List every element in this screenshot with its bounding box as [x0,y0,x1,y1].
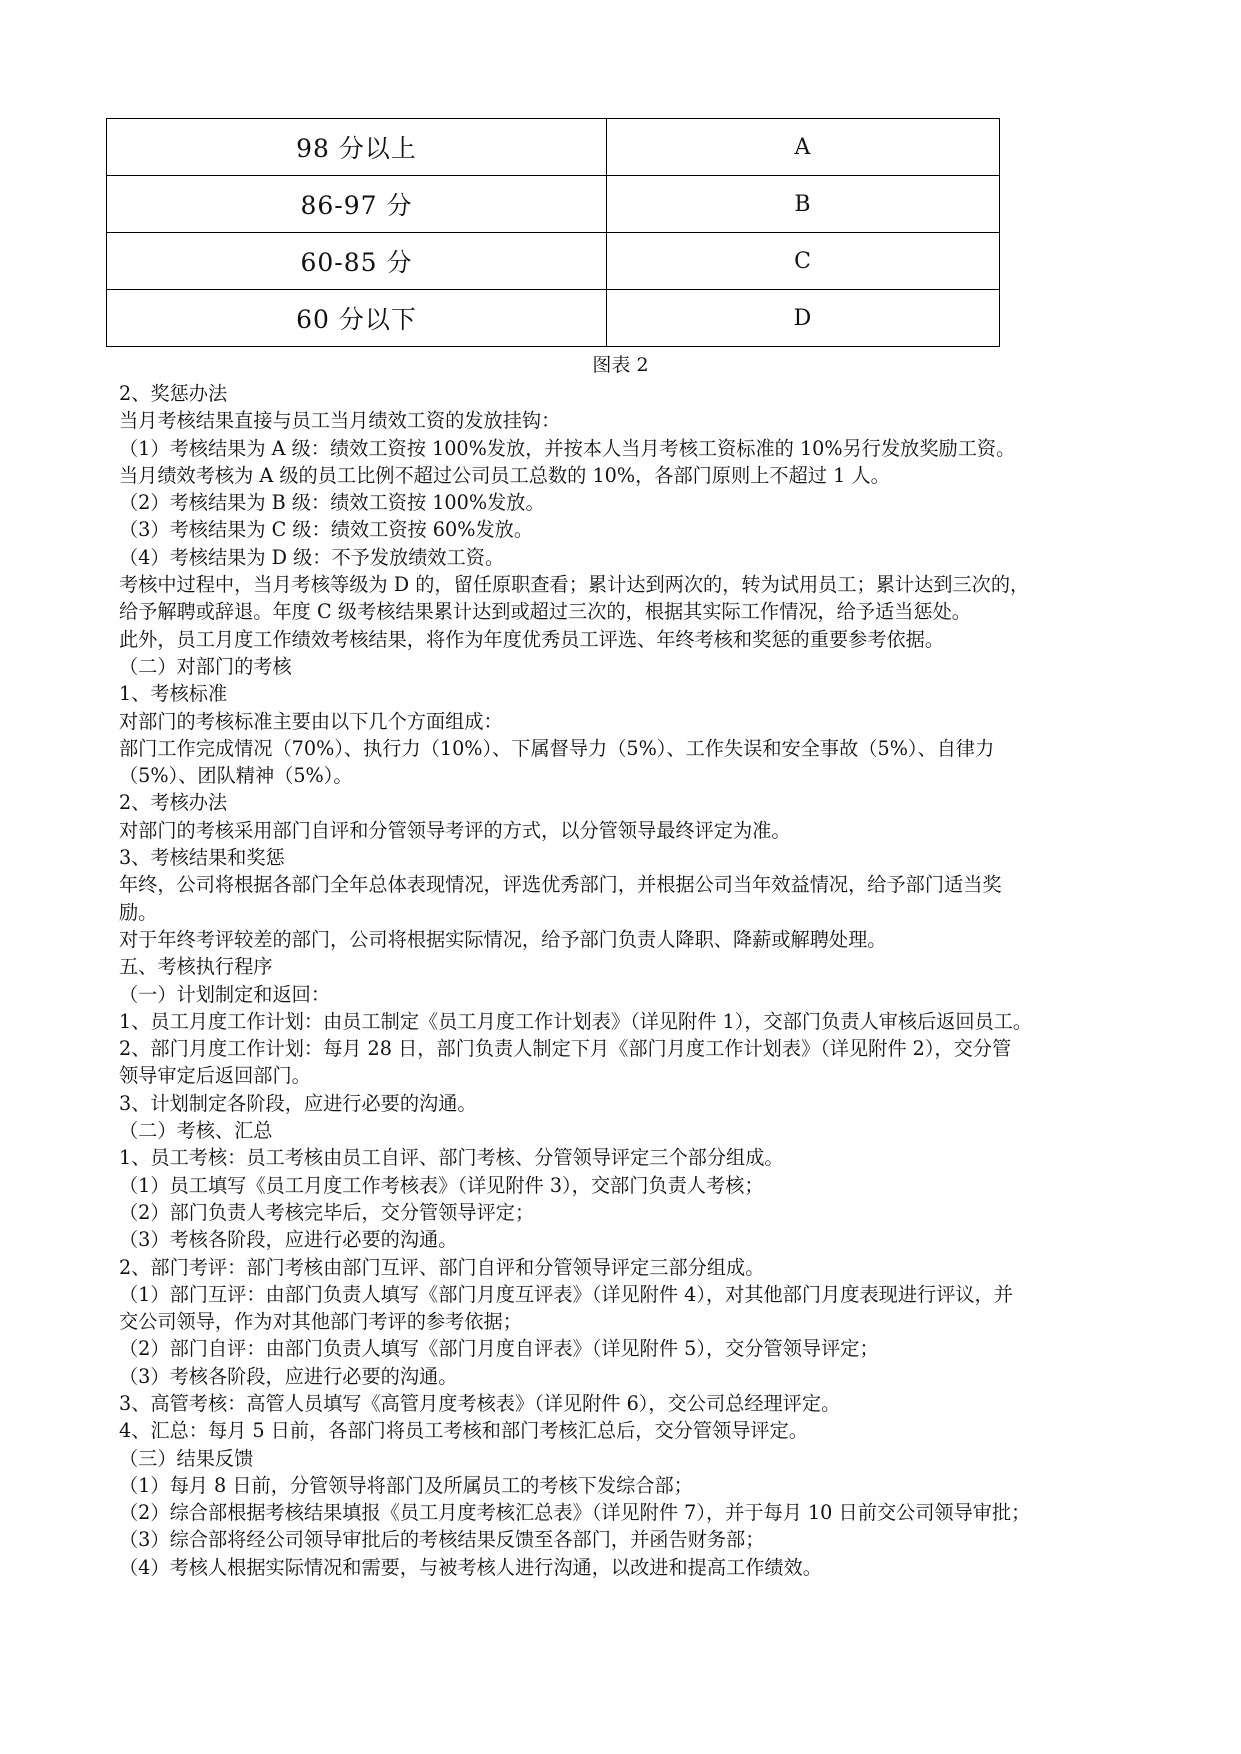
text-line: 当月绩效考核为 A 级的员工比例不超过公司员工总数的 10%，各部门原则上不超过 1 人。 [119,463,890,487]
text-line: 年终，公司将根据各部门全年总体表现情况，评选优秀部门，并根据公司当年效益情况，给予部门适当奖 [119,873,1002,897]
grade-level-cell: C [607,233,1000,290]
text-line: 给予解聘或辞退。年度 C 级考核结果累计达到或超过三次的，根据其实际工作情况，给予适当惩处。 [119,600,971,624]
text-line: （2）综合部根据考核结果填报《员工月度考核汇总表》（详见附件 7），并于每月 10 日前交公司领导审批； [119,1501,1031,1525]
grade-level-cell: D [607,290,1000,347]
text-line: 对部门的考核采用部门自评和分管领导考评的方式，以分管领导最终评定为准。 [119,818,791,842]
text-line: 2、考核办法 [119,791,228,815]
text-line: （5%）、团队精神（5%）。 [119,764,353,788]
text-line: 1、员工月度工作计划：由员工制定《员工月度工作计划表》（详见附件 1），交部门负责人审核后返回员工。 [119,1009,1033,1033]
score-range-cell: 86-97 分 [107,176,607,233]
text-line: 部门工作完成情况（70%）、执行力（10%）、下属督导力（5%）、工作失误和安全事故（5%）、自律力 [119,736,995,760]
grade-table [106,118,1000,347]
text-line: 1、员工考核：员工考核由员工自评、部门考核、分管领导评定三个部分组成。 [119,1146,784,1170]
grade-table-body [107,119,1000,347]
grade-level-cell: A [607,119,1000,176]
document-body [119,380,1124,1581]
grade-row [107,233,1000,290]
text-line: （2）考核结果为 B 级：绩效工资按 100%发放。 [119,491,545,515]
text-line: （3）考核各阶段，应进行必要的沟通。 [119,1364,458,1388]
text-line: （二）考核、汇总 [119,1119,273,1143]
text-line: 3、考核结果和奖惩 [119,846,285,870]
text-line: （1）部门互评：由部门负责人填写《部门月度互评表》（详见附件 4），对其他部门月度表现进行评议，并 [119,1282,1013,1306]
text-line: 考核中过程中，当月考核等级为 D 的，留任原职查看；累计达到两次的，转为试用员工；累计达到三次的， [119,573,1030,597]
text-line: 2、奖惩办法 [119,382,228,405]
text-line: （3）考核结果为 C 级：绩效工资按 60%发放。 [119,518,534,542]
text-line: 领导审定后返回部门。 [119,1064,311,1088]
text-line: （1）每月 8 日前，分管领导将部门及所属员工的考核下发综合部； [119,1473,693,1497]
text-line: （三）结果反馈 [119,1446,254,1470]
text-line: （2）部门自评：由部门负责人填写《部门月度自评表》（详见附件 5），交分管领导评定； [119,1337,879,1361]
text-line: （1）员工填写《员工月度工作考核表》（详见附件 3），交部门负责人考核； [119,1173,764,1197]
text-line: （4）考核结果为 D 级：不予发放绩效工资。 [119,545,505,569]
text-line: （3）考核各阶段，应进行必要的沟通。 [119,1228,458,1252]
text-line: （4）考核人根据实际情况和需要，与被考核人进行沟通，以改进和提高工作绩效。 [119,1555,822,1579]
grade-level-cell: B [607,176,1000,233]
text-line: 交公司领导，作为对其他部门考评的参考依据； [119,1310,522,1334]
text-line: （3）综合部将经公司领导审批后的考核结果反馈至各部门，并函告财务部； [119,1528,765,1552]
text-line: 此外，员工月度工作绩效考核结果，将作为年度优秀员工评选、年终考核和奖惩的重要参考依据。 [119,627,945,651]
grade-row [107,119,1000,176]
text-line: （1）考核结果为 A 级：绩效工资按 100%发放，并按本人当月考核工资标准的 10%另行发放奖励工资。 [119,436,1016,460]
table-caption: 图表 2 [592,354,649,376]
score-range-cell: 60-85 分 [107,233,607,290]
text-line: 对部门的考核标准主要由以下几个方面组成： [119,709,503,733]
text-line: （二）对部门的考核 [119,654,292,678]
score-range-cell: 98 分以上 [107,119,607,176]
text-line: 当月考核结果直接与员工当月绩效工资的发放挂钩： [119,409,561,433]
text-line: 励。 [119,900,158,924]
text-line: 对于年终考评较差的部门，公司将根据实际情况，给予部门负责人降职、降薪或解聘处理。 [119,927,887,951]
grade-row [107,290,1000,347]
text-line: 1、考核标准 [119,682,228,706]
text-line: 3、计划制定各阶段，应进行必要的沟通。 [119,1091,477,1115]
text-line: （一）计划制定和返回： [119,982,331,1006]
grade-row [107,176,1000,233]
score-range-cell: 60 分以下 [107,290,607,347]
text-line: 4、汇总：每月 5 日前，各部门将员工考核和部门考核汇总后，交分管领导评定。 [119,1419,808,1443]
text-line: 2、部门考评：部门考核由部门互评、部门自评和分管领导评定三部分组成。 [119,1255,765,1279]
text-line: （2）部门负责人考核完毕后，交分管领导评定； [119,1200,535,1224]
text-line: 五、考核执行程序 [119,955,273,979]
text-line: 2、部门月度工作计划：每月 28 日，部门负责人制定下月《部门月度工作计划表》（详见附件 2），交分管 [119,1037,1012,1061]
text-line: 3、高管考核：高管人员填写《高管月度考核表》（详见附件 6），交公司总经理评定。 [119,1391,841,1415]
